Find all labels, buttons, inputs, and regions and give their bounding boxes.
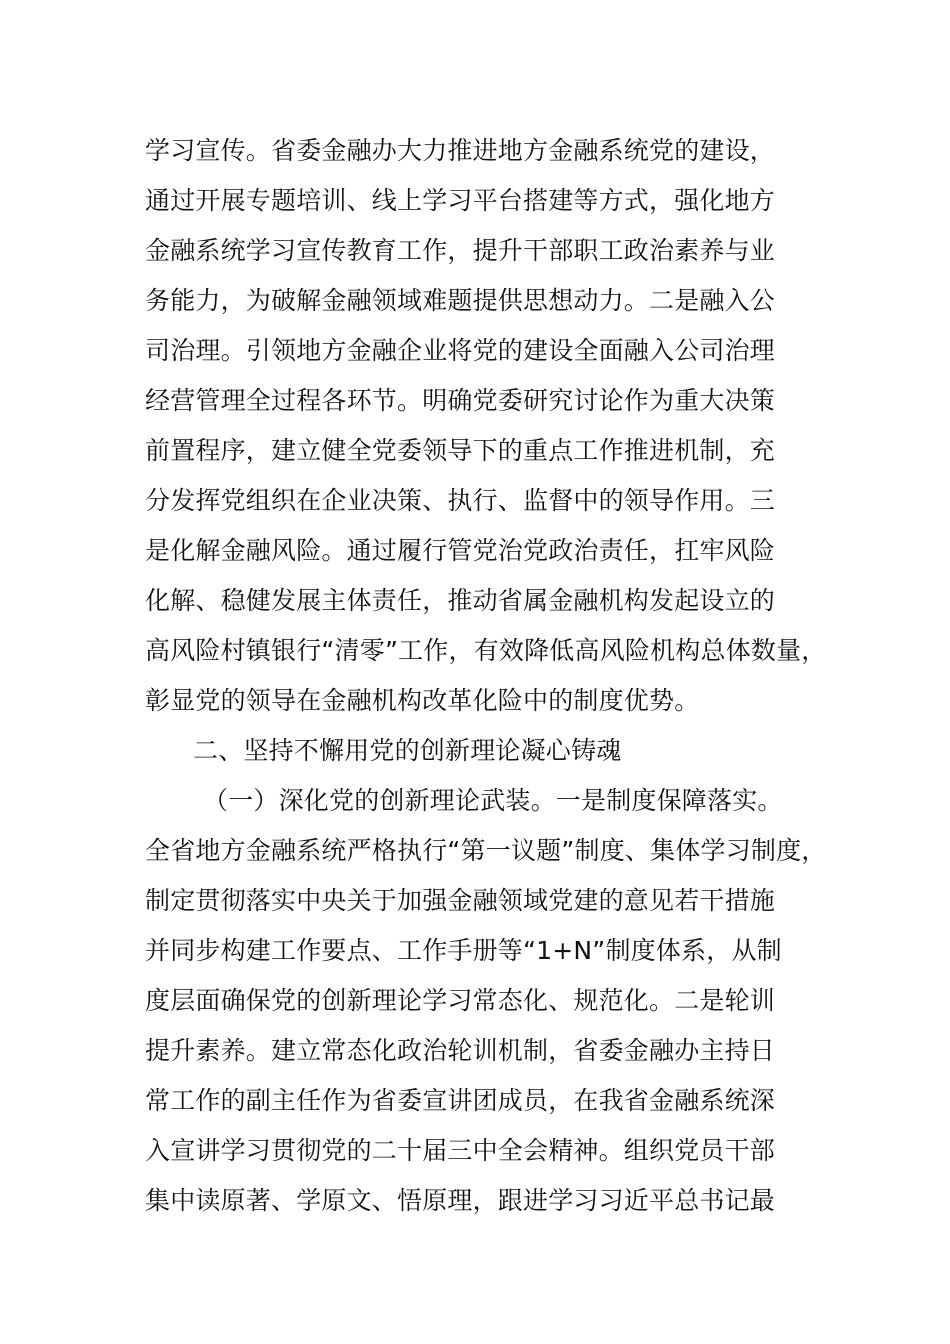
subsection-heading: （一）深化党的创新理论武装。一是制度保障落实。 <box>203 786 783 815</box>
text-line: 是化解金融风险。通过履行管党治党政治责任，扛牢风险 <box>145 536 776 565</box>
text-line: 分发挥党组织在企业决策、执行、监督中的领导作用。三 <box>145 486 776 515</box>
text-line: 制定贯彻落实中央关于加强金融领域党建的意见若干措施 <box>145 886 776 915</box>
text-line: 高风险村镇银行“清零”工作，有效降低高风险机构总体数量， <box>145 636 827 665</box>
section-heading: 二、坚持不懈用党的创新理论凝心铸魂 <box>193 736 622 765</box>
text-line: 务能力，为破解金融领域难题提供思想动力。二是融入公 <box>145 286 776 315</box>
text-line: 通过开展专题培训、线上学习平台搭建等方式，强化地方 <box>145 186 776 215</box>
text-line: 提升素养。建立常态化政治轮训机制，省委金融办主持日 <box>145 1036 776 1065</box>
text-line: 金融系统学习宣传教育工作，提升干部职工政治素养与业 <box>145 236 776 265</box>
text-line: 并同步构建工作要点、工作手册等“1+N”制度体系，从制 <box>145 936 782 965</box>
text-line: 前置程序，建立健全党委领导下的重点工作推进机制，充 <box>145 436 776 465</box>
text-line: 度层面确保党的创新理论学习常态化、规范化。二是轮训 <box>145 986 776 1015</box>
text-line: 经营管理全过程各环节。明确党委研究讨论作为重大决策 <box>145 386 776 415</box>
text-line: 彰显党的领导在金融机构改革化险中的制度优势。 <box>145 686 700 715</box>
body-text <box>145 126 835 1226</box>
text-line: 化解、稳健发展主体责任，推动省属金融机构发起设立的 <box>145 586 776 615</box>
text-line: 入宣讲学习贯彻党的二十届三中全会精神。组织党员干部 <box>145 1136 776 1165</box>
text-line: 司治理。引领地方金融企业将党的建设全面融入公司治理 <box>145 336 776 365</box>
text-line: 常工作的副主任作为省委宣讲团成员，在我省金融系统深 <box>145 1086 776 1115</box>
text-line: 全省地方金融系统严格执行“第一议题”制度、集体学习制度， <box>145 836 827 865</box>
text-line: 学习宣传。省委金融办大力推进地方金融系统党的建设， <box>145 136 776 165</box>
text-line: 集中读原著、学原文、悟原理，跟进学习习近平总书记最 <box>145 1186 776 1215</box>
